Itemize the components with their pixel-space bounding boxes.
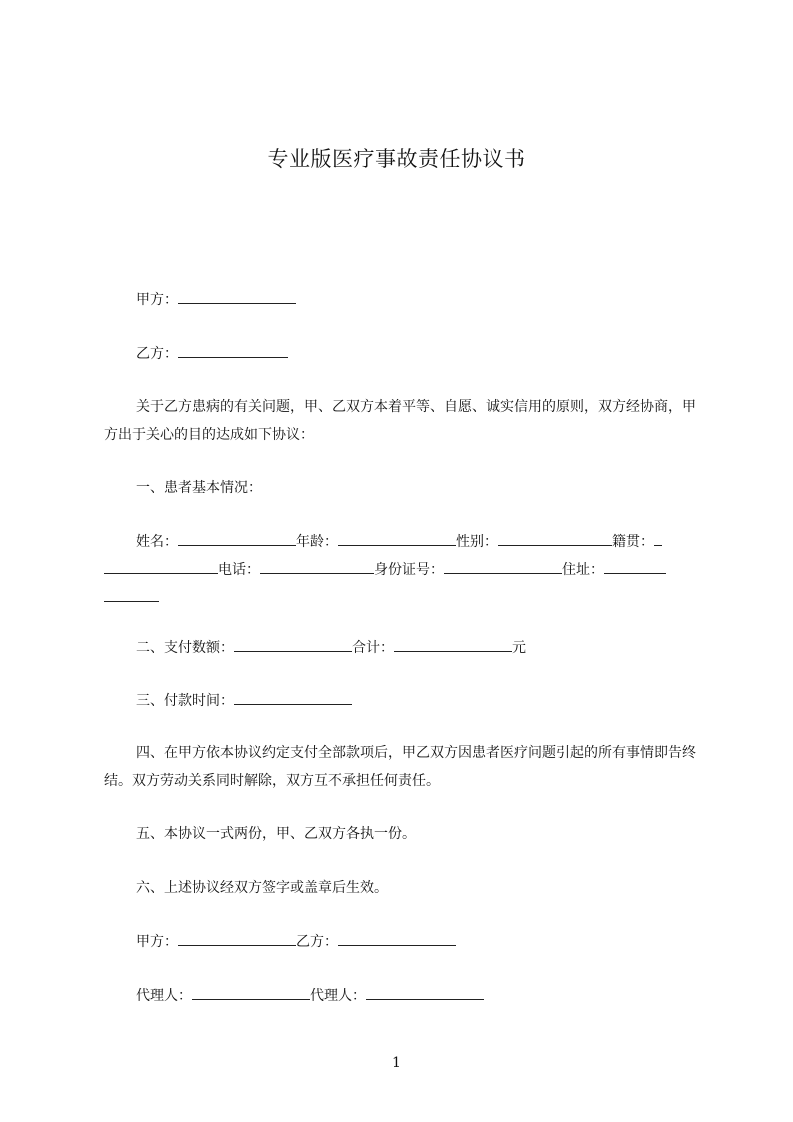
patient-native-place-blank-cont[interactable] xyxy=(104,559,218,574)
party-a-label: 甲方： xyxy=(136,292,178,308)
patient-info-line-1 xyxy=(104,528,704,556)
patient-info-line-2 xyxy=(104,556,704,584)
party-b-label: 乙方： xyxy=(136,346,178,362)
payment-total-blank[interactable] xyxy=(394,637,512,652)
patient-name-label: 姓名： xyxy=(136,534,178,550)
signature-agent-a-blank[interactable] xyxy=(192,985,310,1000)
section3-label: 三、付款时间： xyxy=(136,693,234,709)
patient-age-label: 年龄： xyxy=(296,534,338,550)
patient-address-blank-cont[interactable] xyxy=(104,587,159,602)
intro-paragraph: 关于乙方患病的有关问题，甲、乙双方本着平等、自愿、诚实信用的原则，双方经协商，甲方出于关心的目的达成如下协议： xyxy=(104,399,696,443)
signature-agent-b-blank[interactable] xyxy=(366,985,484,1000)
patient-phone-blank[interactable] xyxy=(260,559,374,574)
party-a-line xyxy=(104,286,704,314)
patient-gender-label: 性别： xyxy=(456,534,498,550)
signature-party-line xyxy=(104,928,704,956)
signature-party-b-label: 乙方： xyxy=(296,934,338,950)
section5-text: 五、本协议一式两份，甲、乙双方各执一份。 xyxy=(136,826,416,842)
section1-heading: 一、患者基本情况： xyxy=(136,480,262,496)
page-number: 1 xyxy=(392,1055,401,1071)
section1-heading-line xyxy=(104,474,704,502)
patient-native-place-blank[interactable] xyxy=(654,531,662,546)
party-b-blank[interactable] xyxy=(178,343,288,358)
section3-line xyxy=(104,687,704,715)
patient-name-blank[interactable] xyxy=(178,531,296,546)
patient-gender-blank[interactable] xyxy=(498,531,612,546)
section2-unit: 元 xyxy=(512,640,526,656)
signature-party-a-blank[interactable] xyxy=(178,931,296,946)
section6-text: 六、上述协议经双方签字或盖章后生效。 xyxy=(136,880,388,896)
signature-party-a-label: 甲方： xyxy=(136,934,178,950)
section2-label: 二、支付数额： xyxy=(136,640,234,656)
party-a-blank[interactable] xyxy=(178,289,296,304)
patient-info-line-3 xyxy=(104,584,704,612)
party-b-line xyxy=(104,340,704,368)
signature-agent-b-label: 代理人： xyxy=(310,988,366,1004)
signature-party-b-blank[interactable] xyxy=(338,931,456,946)
patient-address-label: 住址： xyxy=(562,562,604,578)
patient-phone-label: 电话： xyxy=(218,562,260,578)
payment-amount-blank[interactable] xyxy=(234,637,352,652)
section5-line xyxy=(104,820,704,848)
patient-address-blank[interactable] xyxy=(604,559,666,574)
section2-total-label: 合计： xyxy=(352,640,394,656)
patient-native-place-label: 籍贯： xyxy=(612,534,654,550)
patient-age-blank[interactable] xyxy=(338,531,456,546)
patient-id-blank[interactable] xyxy=(444,559,562,574)
document-title: 专业版医疗事故责任协议书 xyxy=(267,147,526,171)
signature-agent-line xyxy=(104,982,704,1010)
section2-line xyxy=(104,634,704,662)
signature-agent-a-label: 代理人： xyxy=(136,988,192,1004)
patient-id-label: 身份证号： xyxy=(374,562,444,578)
payment-time-blank[interactable] xyxy=(234,690,352,705)
section4-paragraph: 四、在甲方依本协议约定支付全部款项后，甲乙双方因患者医疗问题引起的所有事情即告终结。双方劳动关系同时解除，双方互不承担任何责任。 xyxy=(104,745,696,789)
section6-line xyxy=(104,874,704,902)
